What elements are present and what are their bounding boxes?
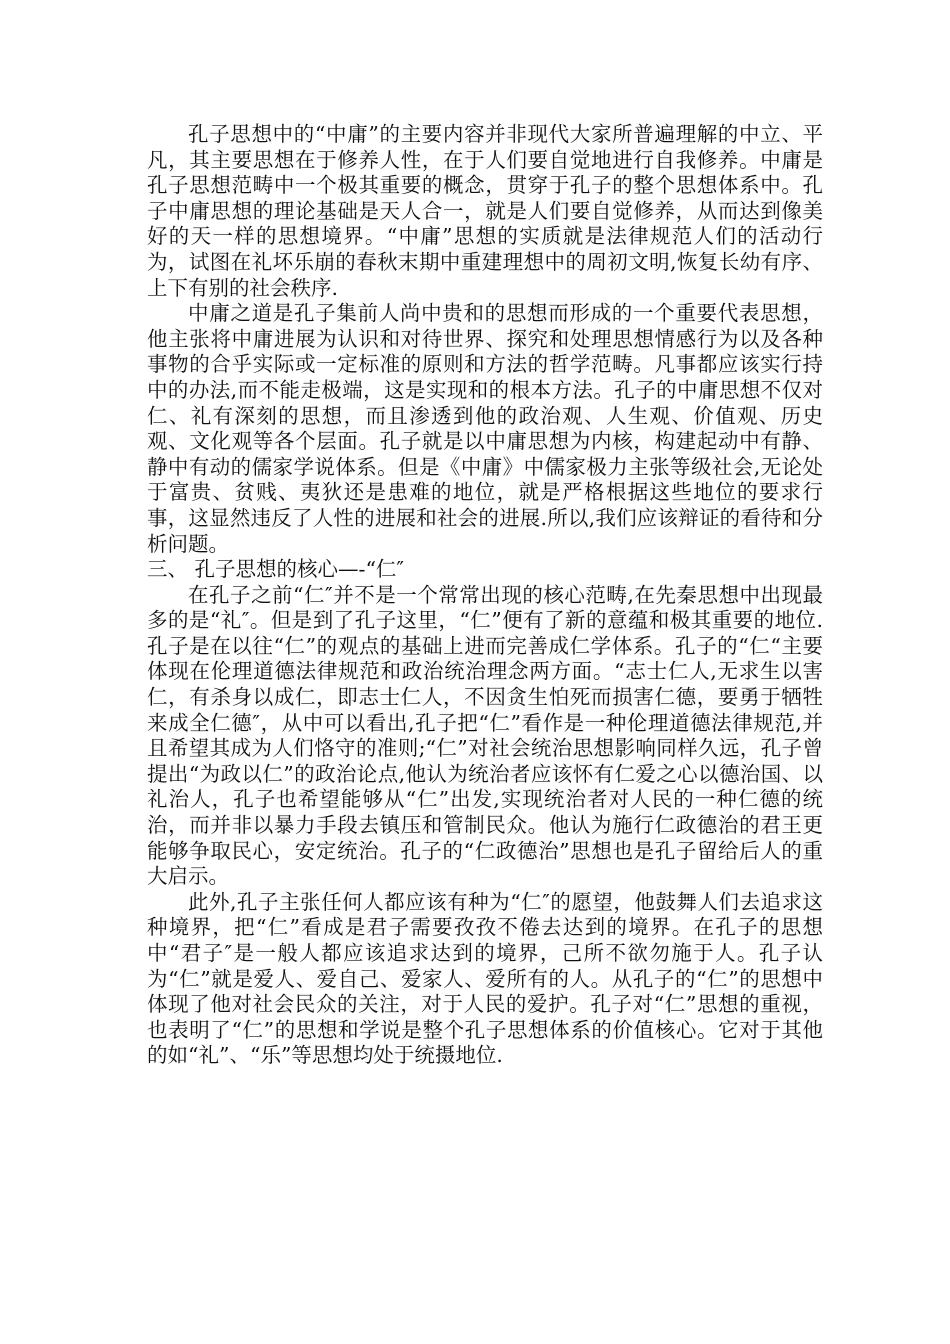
paragraph-zhongyong-meaning: 孔子思想中的“中庸”的主要内容并非现代大家所普遍理解的中立、平凡，其主要思想在于修养人性，在于人们要自觉地进行自我修养。中庸是孔子思想范畴中一个极其重要的概念，贯穿于孔子的整个思想体系中。孔子中庸思想的理论基础是天人合一，就是人们要自觉修养，从而达到像美好的天一样的思想境界。“中庸”思想的实质就是法律规范人们的活动行为，试图在礼坏乐崩的春秋末期中重建理想中的周初文明,恢复长幼有序、上下有别的社会秩序.	[147, 122, 823, 300]
paragraph-zhongyong-way: 中庸之道是孔子集前人尚中贵和的思想而形成的一个重要代表思想，他主张将中庸进展为认识和对待世界、探究和处理思想情感行为以及各种事物的合乎实际或一定标准的原则和方法的哲学范畴。凡事都应该实行持中的办法,而不能走极端，这是实现和的根本方法。孔子的中庸思想不仅对仁、礼有深刻的思想，而且渗透到他的政治观、人生观、价值观、历史观、文化观等各个层面。孔子就是以中庸思想为内核，构建起动中有静、静中有动的儒家学说体系。但是《中庸》中儒家极力主张等级社会,无论处于富贵、贫贱、夷狄还是患难的地位，就是严格根据这些地位的要求行事，这显然违反了人性的进展和社会的进展.所以,我们应该辩证的看待和分析问题。	[147, 301, 823, 556]
document-body	[147, 122, 823, 1069]
paragraph-ren-junzi: 此外,孔子主张任何人都应该有种为“仁″的愿望，他鼓舞人们去追求这种境界，把“仁”看成是君子需要孜孜不倦去达到的境界。在孔子的思想中“君子″是一般人都应该追求达到的境界，己所不欲勿施于人。孔子认为“仁”就是爱人、爱自己、爱家人、爱所有的人。从孔子的“仁”的思想中体现了他对社会民众的关注，对于人民的爱护。孔子对“仁”思想的重视，也表明了“仁”的思想和学说是整个孔子思想体系的价值核心。它对于其他的如“礼”、“乐”等思想均处于统摄地位.	[147, 889, 823, 1068]
paragraph-ren-core: 在孔子之前“仁″并不是一个常常出现的核心范畴,在先秦思想中出现最多的是“礼″。但是到了孔子这里，“仁”便有了新的意蕴和极其重要的地位.孔子是在以往“仁”的观点的基础上进而完善成仁学体系。孔子的“仁“主要体现在伦理道德法律规范和政治统治理念两方面。“志士仁人,无求生以害仁，有杀身以成仁，即志士仁人，不因贪生怕死而损害仁德，要勇于牺牲来成全仁德″，从中可以看出,孔子把“仁”看作是一种伦理道德法律规范,并且希望其成为人们恪守的准则;“仁”对社会统治思想影响同样久远，孔子曾提出“为政以仁”的政治论点,他认为统治者应该怀有仁爱之心以德治国、以礼治人，孔子也希望能够从“仁”出发,实现统治者对人民的一种仁德的统治，而并非以暴力手段去镇压和管制民众。他认为施行仁政德治的君王更能够争取民心，安定统治。孔子的“仁政德治”思想也是孔子留给后人的重大启示。	[147, 582, 823, 889]
section-heading-ren: 三、 孔子思想的核心—-“仁″	[147, 557, 405, 582]
